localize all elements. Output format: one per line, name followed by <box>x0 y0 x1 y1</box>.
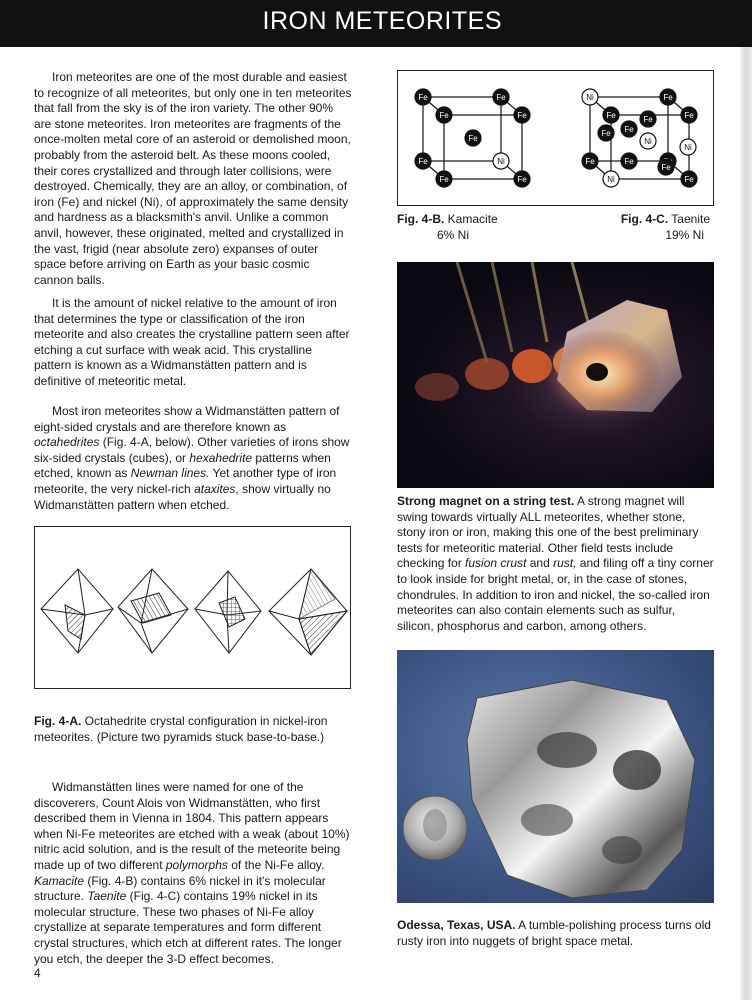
text-run: Most iron meteorites show a Widmanstätten pattern of eight-sided crystals and are therefore known as <box>34 404 340 434</box>
nickel-atom <box>493 153 509 169</box>
octahedron-3 <box>195 571 261 653</box>
svg-text:Ni: Ni <box>586 93 594 102</box>
caption-label: Fig. 4-B. <box>397 212 445 226</box>
nickel-percent: 19% Ni <box>665 227 704 242</box>
iron-atom <box>415 89 431 105</box>
caption-fig-4b <box>397 212 547 243</box>
figure-4a-octahedra <box>34 526 351 689</box>
text-run: (Fig. 4-B) contains 6% nickel in it's molecular structure. <box>34 873 326 904</box>
paragraph-octahedrites <box>34 404 352 513</box>
nickel-atom <box>640 133 656 149</box>
text-run: and filing off a tiny corner to look inside for bright metal, or, in the case of stones, chondrules. In addition to iron and nickel, the so-called iron meteorites can also contain elements such as sulfur, silicon, phosphorus and carbon, among others. <box>397 556 714 633</box>
term-ataxites: ataxites <box>194 481 236 496</box>
svg-text:Fe: Fe <box>418 93 428 102</box>
odessa-illustration <box>397 650 714 903</box>
svg-text:Fe: Fe <box>684 111 694 120</box>
term-hexahedrite: hexahedrite <box>189 450 253 465</box>
text-run: of the Ni-Fe alloy. <box>227 857 325 872</box>
nickel-atom <box>582 89 598 105</box>
svg-text:Fe: Fe <box>601 129 611 138</box>
paragraph-intro: Iron meteorites are one of the most durable and easiest to recognize of all meteorites, but only one in ten meteorites that fall from the sky is of the iron variety. The other 90% are stone meteorites. Iron meteorites are fragments of the once-molten metal core of an asteroid or demolished moon, probably from the asteroid belt. As these moons cooled, their cores crystallized and through later collisions, were destroyed. Chemically, they are an alloy, or combination, of iron (Fe) and nickel (Ni), of approximately the same density and hardness as a blacksmith's anvil. Unlike a common anvil, however, these originated, melted and crystallized in the vast, frigid (near absolute zero) expanses of outer space before arriving on Earth as your basic cosmic cannon balls. <box>34 70 352 287</box>
text-run: patterns when etched, known as <box>34 450 331 481</box>
caption-label: Odessa, Texas, USA. <box>397 918 516 932</box>
text-run: A strong magnet will swing towards virtually ALL meteorites, whether stone, stony iron or iron, making this one of the best preliminary tests for meteoritic material. Other field tests include checking for <box>397 494 699 571</box>
svg-text:Fe: Fe <box>439 111 449 120</box>
iron-atom <box>514 171 530 187</box>
svg-text:Fe: Fe <box>661 163 671 172</box>
term-kamacite: Kamacite <box>34 873 85 888</box>
paragraph-nickel: It is the amount of nickel relative to the amount of iron that determines the type or classification of the iron meteorite and also creates the crystalline pattern seen after etching a cut surface with weak acid. This crystalline pattern is known as a Widmanstätten pattern and is definitive of meteoritic metal. <box>34 296 350 388</box>
svg-text:Ni: Ni <box>497 157 505 166</box>
svg-text:Fe: Fe <box>624 157 634 166</box>
nickel-atom <box>603 171 619 187</box>
page-number: 4 <box>34 966 41 980</box>
magnet-illustration <box>397 262 714 488</box>
nickel-percent: 6% Ni <box>437 227 470 242</box>
iron-atom <box>514 107 530 123</box>
magnet-string-photo <box>397 262 714 488</box>
text-run: and <box>526 556 554 571</box>
iron-atom <box>681 107 697 123</box>
svg-text:Fe: Fe <box>606 111 616 120</box>
iron-atom <box>621 153 637 169</box>
octahedron-2 <box>118 569 188 653</box>
svg-text:Fe: Fe <box>439 175 449 184</box>
term-fusion-crust: fusion crust <box>465 556 527 571</box>
octahedron-1 <box>41 569 113 653</box>
term-rust: rust, <box>553 556 577 571</box>
caption-label: Fig. 4-C. <box>620 212 669 226</box>
term-taenite: Taenite <box>87 889 127 904</box>
caption-4b-line1 <box>397 212 547 228</box>
iron-atom <box>681 171 697 187</box>
caption-fig-4c <box>560 212 710 243</box>
page-header <box>0 0 752 47</box>
caption-text: Octahedrite crystal configuration in nickel-iron meteorites. (Picture two pyramids stuck base-to-base.) <box>34 714 328 744</box>
lattice-diagrams <box>398 71 713 205</box>
caption-fig-4a <box>34 714 356 745</box>
svg-text:Fe: Fe <box>468 134 478 143</box>
figure-crystal-lattices <box>397 70 714 206</box>
iron-atom <box>436 171 452 187</box>
svg-text:Fe: Fe <box>418 157 428 166</box>
text-run: Yet another type of iron meteorite, the very nickel-rich <box>34 466 337 496</box>
svg-text:Fe: Fe <box>624 125 634 134</box>
iron-atom <box>603 107 619 123</box>
term-newman-lines: Newman lines. <box>130 466 210 481</box>
iron-atom <box>621 121 637 137</box>
iron-atom <box>658 159 674 175</box>
caption-label: Fig. 4-A. <box>34 714 82 728</box>
iron-atom <box>582 153 598 169</box>
caption-odessa <box>397 918 715 949</box>
caption-magnet-test <box>397 494 715 634</box>
page-edge <box>740 47 752 1000</box>
text-run: (Fig. 4-A, below). Other varieties of irons show six-sided crystals (cubes), or <box>34 435 350 465</box>
term-polymorphs: polymorphs <box>165 857 228 872</box>
caption-4c-line1 <box>560 212 710 228</box>
octahedron-4 <box>269 569 347 655</box>
iron-atom <box>660 89 676 105</box>
iron-atom <box>436 107 452 123</box>
paragraph-widmanstatten <box>34 780 352 967</box>
term-octahedrites: octahedrites <box>34 435 100 450</box>
mineral-name: Kamacite <box>444 212 498 226</box>
svg-text:Fe: Fe <box>643 115 653 124</box>
odessa-meteorite-photo <box>397 650 714 903</box>
mineral-name: Taenite <box>668 212 710 226</box>
iron-atom <box>493 89 509 105</box>
svg-text:Fe: Fe <box>496 93 506 102</box>
svg-text:Ni: Ni <box>644 137 652 146</box>
iron-atom <box>640 111 656 127</box>
iron-atom <box>465 130 481 146</box>
caption-label: Strong magnet on a string test. <box>397 494 575 508</box>
octahedron-drawings <box>35 527 350 688</box>
text-run: (Fig. 4-C) contains 19% nickel in its molecular structure. These two phases of Ni-Fe alloy crystallize at separate temperatures and form different crystal structures, which etch at different rates. The longer you etch, the deeper the 3-D effect becomes. <box>34 889 342 966</box>
svg-text:Fe: Fe <box>517 175 527 184</box>
svg-text:Ni: Ni <box>607 175 615 184</box>
iron-atom <box>598 125 614 141</box>
nickel-atom <box>680 139 696 155</box>
page-title: IRON METEORITES <box>262 7 502 35</box>
text-run: Widmanstätten lines were named for one of the discoverers, Count Alois von Widmanstätten, who first described them in Vienna in 1804. This pattern appears when Ni-Fe meteorites are etched with a weak (about 10%) nitric acid solution, and is the result of the meteorite being made up of two different <box>34 780 350 872</box>
iron-atom <box>415 153 431 169</box>
svg-text:Ni: Ni <box>684 143 692 152</box>
text-run: , show virtually no Widmanstätten pattern when etched. <box>34 481 331 512</box>
svg-text:Fe: Fe <box>585 157 595 166</box>
svg-text:Fe: Fe <box>684 175 694 184</box>
svg-text:Fe: Fe <box>517 111 527 120</box>
svg-text:Fe: Fe <box>663 93 673 102</box>
caption-text: A tumble-polishing process turns old rusty iron into nuggets of bright space metal. <box>397 918 711 948</box>
